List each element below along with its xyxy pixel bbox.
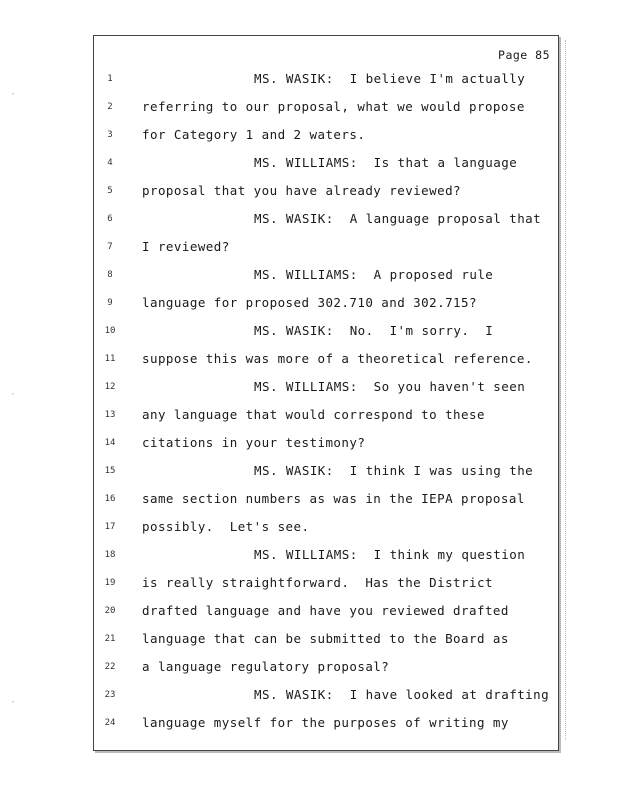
line-text: MS. WILLIAMS: So you haven't seen xyxy=(254,379,526,394)
margin-mark: ′ xyxy=(10,392,17,403)
transcript-line xyxy=(94,485,558,513)
line-text: referring to our proposal, what we would propose xyxy=(142,99,525,114)
transcript-line xyxy=(94,653,558,681)
transcript-line xyxy=(94,289,558,317)
transcript-line xyxy=(94,373,558,401)
line-text: language for proposed 302.710 and 302.715? xyxy=(142,295,477,310)
line-number: 12 xyxy=(104,382,116,392)
line-number: 10 xyxy=(104,326,116,336)
line-number: 22 xyxy=(104,662,116,672)
line-number: 24 xyxy=(104,718,116,728)
transcript-line xyxy=(94,457,558,485)
line-text: for Category 1 and 2 waters. xyxy=(142,127,366,142)
line-number: 11 xyxy=(104,354,116,364)
page-number: Page 85 xyxy=(498,48,550,62)
line-number: 5 xyxy=(107,186,113,196)
line-number: 14 xyxy=(104,438,116,448)
line-text: a language regulatory proposal? xyxy=(142,659,390,674)
transcript-line xyxy=(94,569,558,597)
transcript-line xyxy=(94,429,558,457)
line-text: MS. WASIK: I believe I'm actually xyxy=(254,71,526,86)
line-text: is really straightforward. Has the District xyxy=(142,575,493,590)
transcript-line xyxy=(94,93,558,121)
transcript-line xyxy=(94,625,558,653)
line-text: MS. WASIK: No. I'm sorry. I xyxy=(254,323,494,338)
line-number: 7 xyxy=(107,242,113,252)
transcript-line xyxy=(94,541,558,569)
line-text: language myself for the purposes of writing my xyxy=(142,715,509,730)
line-text: MS. WILLIAMS: A proposed rule xyxy=(254,267,494,282)
line-text: MS. WILLIAMS: I think my question xyxy=(254,547,526,562)
line-number: 6 xyxy=(107,214,113,224)
transcript-page xyxy=(93,35,559,751)
line-text: MS. WASIK: A language proposal that xyxy=(254,211,542,226)
line-number: 23 xyxy=(104,690,116,700)
line-text: citations in your testimony? xyxy=(142,435,366,450)
line-text: language that can be submitted to the Board as xyxy=(142,631,509,646)
transcript-line xyxy=(94,205,558,233)
line-text: same section numbers as was in the IEPA proposal xyxy=(142,491,525,506)
transcript-line xyxy=(94,597,558,625)
line-number: 17 xyxy=(104,522,116,532)
line-text: MS. WASIK: I think I was using the xyxy=(254,463,534,478)
line-number: 2 xyxy=(107,102,113,112)
margin-mark: ′ xyxy=(10,92,17,103)
transcript-line xyxy=(94,681,558,709)
transcript-line xyxy=(94,317,558,345)
line-number: 15 xyxy=(104,466,116,476)
transcript-line xyxy=(94,177,558,205)
line-number: 9 xyxy=(107,298,113,308)
line-text: suppose this was more of a theoretical reference. xyxy=(142,351,533,366)
transcript-line xyxy=(94,401,558,429)
line-text: I reviewed? xyxy=(142,239,230,254)
line-number: 13 xyxy=(104,410,116,420)
line-number: 8 xyxy=(107,270,113,280)
transcript-lines xyxy=(94,65,558,737)
line-number: 21 xyxy=(104,634,116,644)
scan-edge xyxy=(559,40,566,740)
line-number: 18 xyxy=(104,550,116,560)
line-text: possibly. Let's see. xyxy=(142,519,310,534)
line-text: drafted language and have you reviewed drafted xyxy=(142,603,509,618)
line-number: 19 xyxy=(104,578,116,588)
transcript-line xyxy=(94,65,558,93)
transcript-line xyxy=(94,121,558,149)
line-number: 4 xyxy=(107,158,113,168)
line-text: proposal that you have already reviewed? xyxy=(142,183,462,198)
line-number: 16 xyxy=(104,494,116,504)
transcript-line xyxy=(94,709,558,737)
transcript-line xyxy=(94,261,558,289)
transcript-line xyxy=(94,149,558,177)
margin-mark: ′ xyxy=(10,700,17,711)
transcript-line xyxy=(94,233,558,261)
transcript-line xyxy=(94,513,558,541)
transcript-line xyxy=(94,345,558,373)
line-number: 3 xyxy=(107,130,113,140)
line-text: MS. WILLIAMS: Is that a language xyxy=(254,155,518,170)
line-text: MS. WASIK: I have looked at drafting xyxy=(254,687,550,702)
line-text: any language that would correspond to these xyxy=(142,407,485,422)
line-number: 1 xyxy=(107,74,113,84)
line-number: 20 xyxy=(104,606,116,616)
